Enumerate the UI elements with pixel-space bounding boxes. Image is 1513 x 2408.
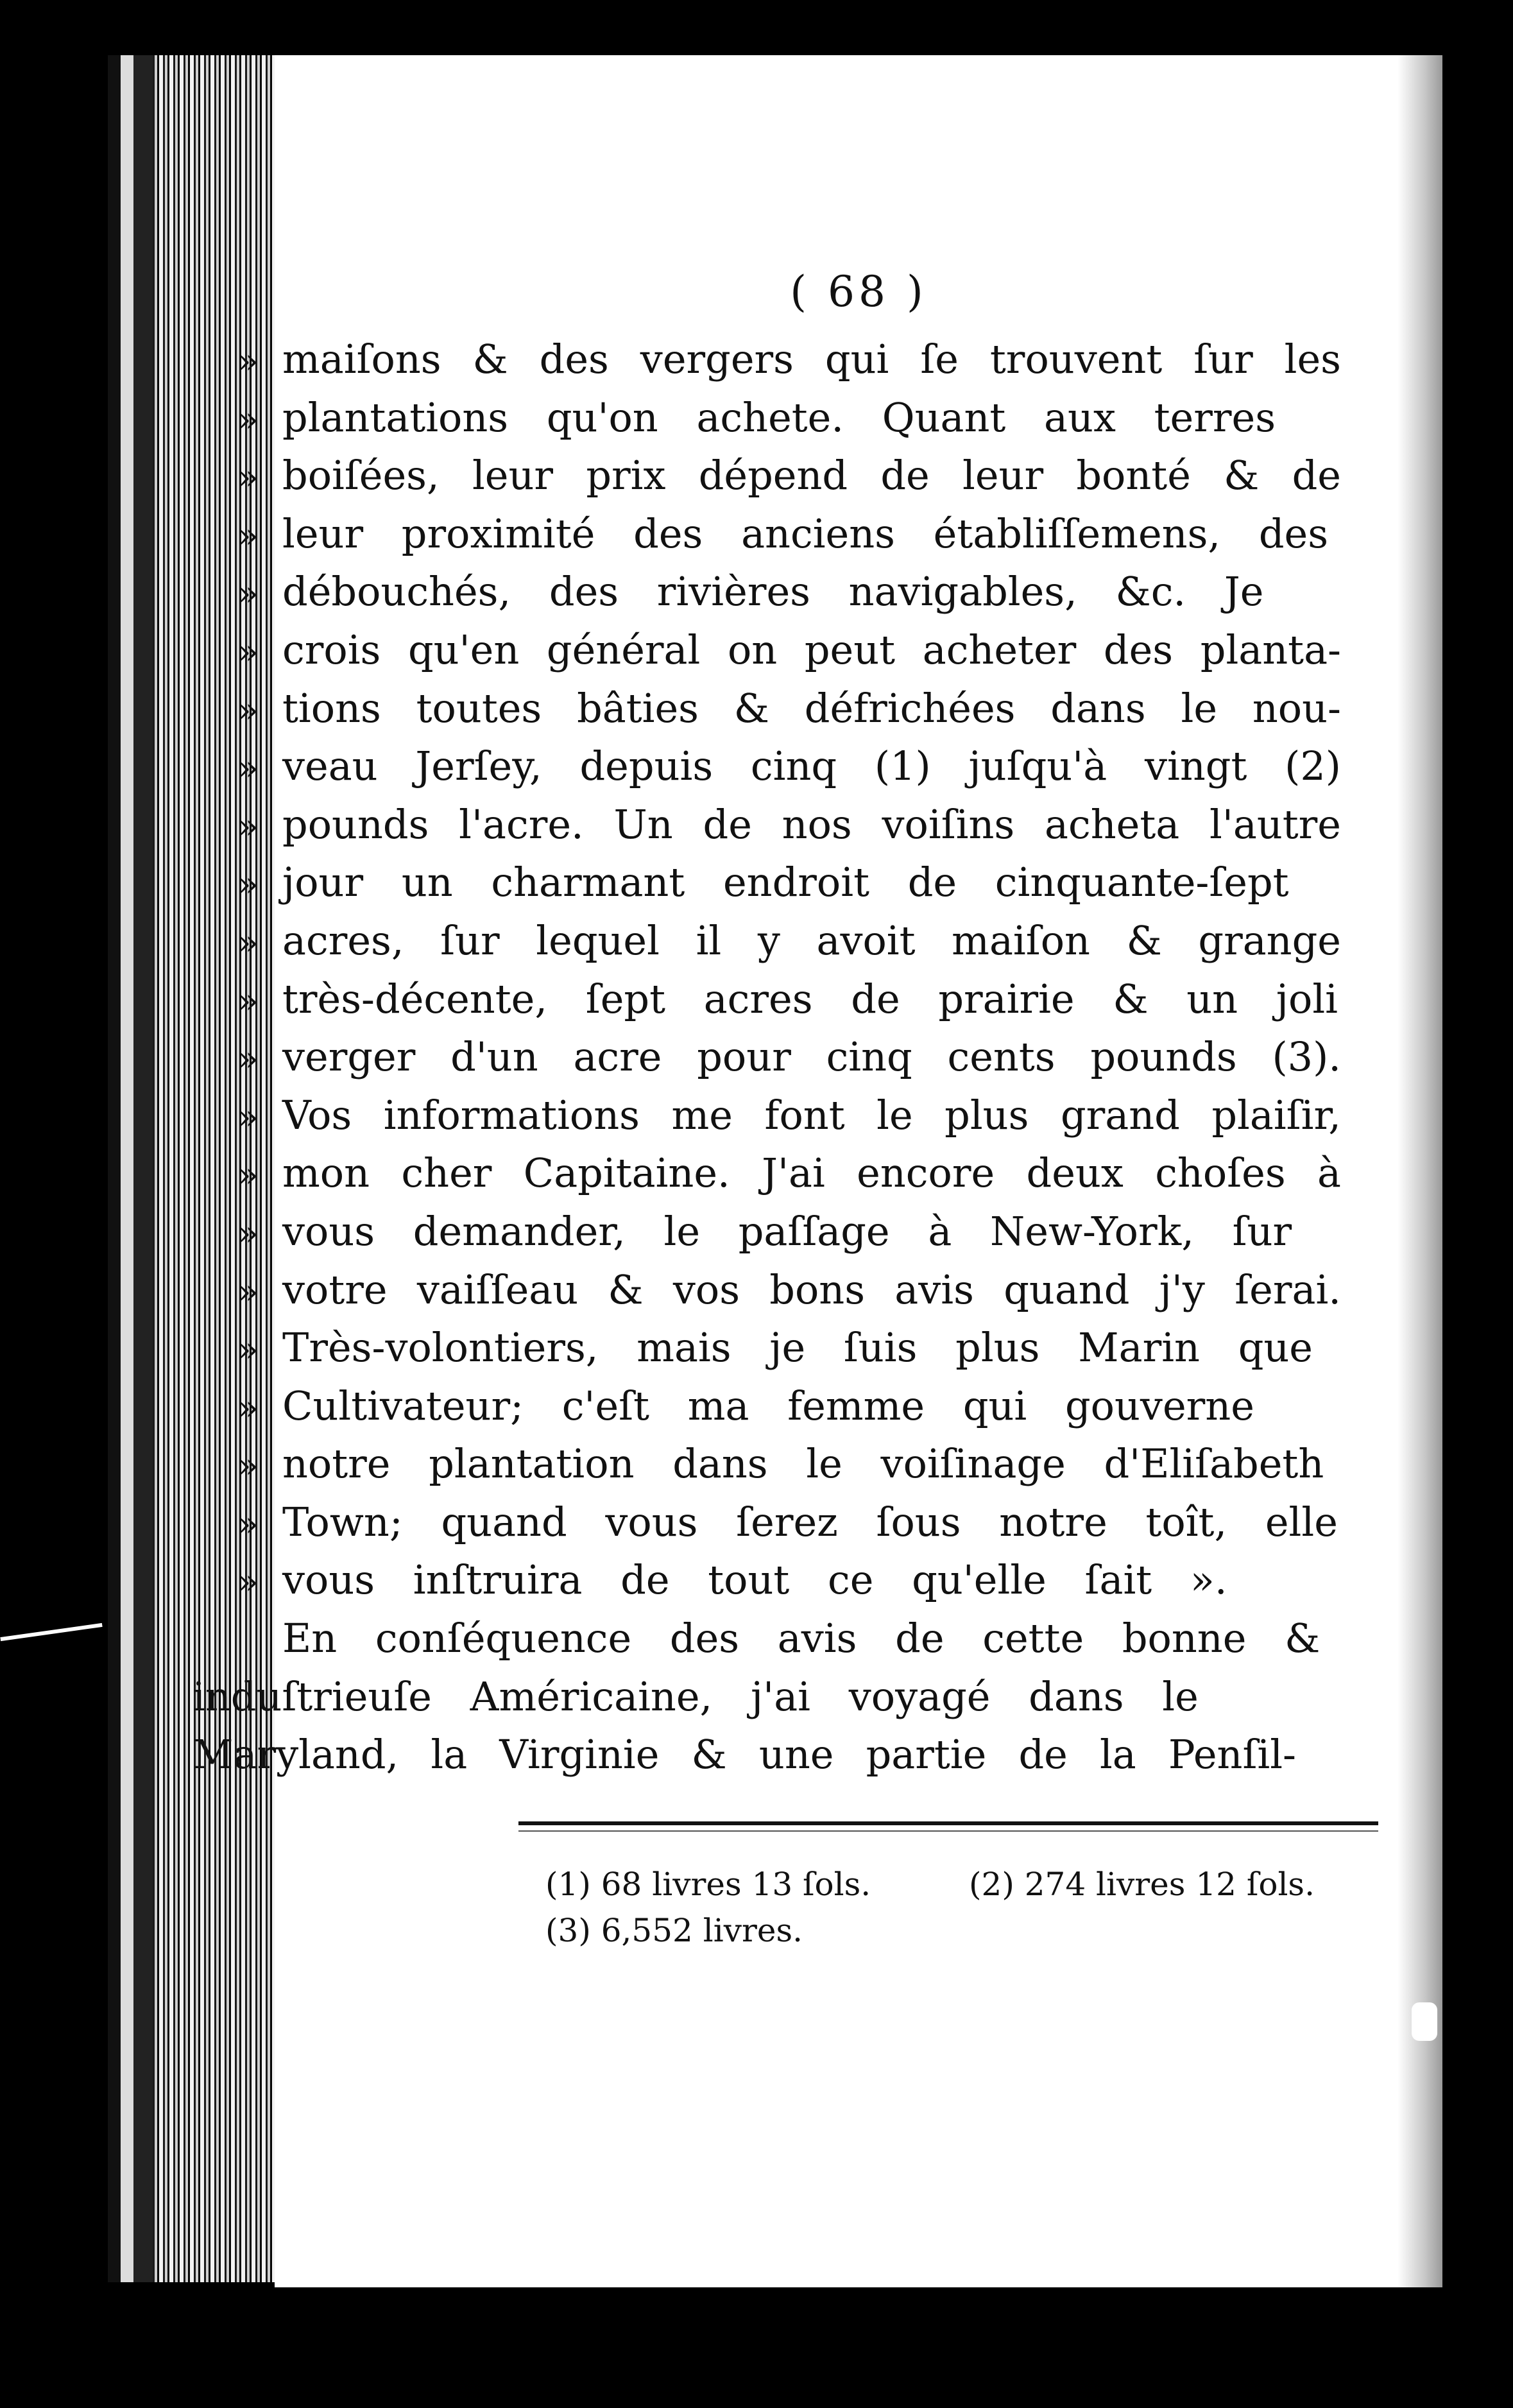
line-text: maiſons & des vergers qui ſe trouvent ſur les xyxy=(282,336,1341,383)
text-line xyxy=(237,796,1392,854)
line-text: jour un charmant endroit de cinquante-ſept xyxy=(282,859,1289,906)
quote-mark: » xyxy=(237,1561,259,1603)
quote-mark: » xyxy=(237,1503,259,1544)
line-text: En conſéquence des avis de cette bonne & xyxy=(282,1615,1321,1662)
line-text: Maryland, la Virginie & une partie de la Penſil- xyxy=(192,1731,1296,1778)
text-line xyxy=(237,1377,1392,1436)
line-text: boiſées, leur prix dépend de leur bonté & de xyxy=(282,452,1341,499)
quote-mark: » xyxy=(237,864,259,905)
quote-mark: » xyxy=(237,457,259,498)
quote-mark: » xyxy=(237,1212,259,1253)
quote-mark: » xyxy=(237,805,259,847)
text-line xyxy=(237,389,1392,447)
body-text xyxy=(192,331,1392,1784)
text-line xyxy=(237,970,1392,1029)
text-line xyxy=(237,737,1392,796)
line-text: plantations qu'on achete. Quant aux terres xyxy=(282,393,1276,441)
quote-mark: » xyxy=(237,515,259,556)
text-line xyxy=(237,563,1392,621)
quote-mark: » xyxy=(237,980,259,1021)
line-text: pounds l'acre. Un de nos voiſins acheta l'autre xyxy=(282,800,1341,848)
paragraph-line xyxy=(192,1726,1392,1784)
line-text: Très-volontiers, mais je ſuis plus Marin que xyxy=(282,1324,1313,1372)
quote-mark: » xyxy=(237,1038,259,1079)
text-line xyxy=(237,1144,1392,1203)
footnote-1: (1) 68 livres 13 ſols. xyxy=(545,1866,871,1903)
quote-mark: » xyxy=(237,399,259,440)
footnote-rule-thin xyxy=(518,1830,1378,1832)
page-number: ( 68 ) xyxy=(790,267,927,316)
paragraph-line xyxy=(237,1610,1392,1668)
quote-mark: » xyxy=(237,922,259,963)
line-text: induſtrieuſe Américaine, j'ai voyagé dans le xyxy=(192,1673,1199,1720)
text-line xyxy=(237,912,1392,970)
footnotes xyxy=(545,1861,1380,1954)
page-gutter-shadow xyxy=(1398,55,1442,2287)
text-line xyxy=(237,1028,1392,1087)
quote-mark: » xyxy=(237,1271,259,1312)
text-line xyxy=(237,1261,1392,1320)
line-text: vous demander, le paſſage à New-York, ſur xyxy=(282,1207,1292,1255)
line-text: vous inſtruira de tout ce qu'elle ſait ». xyxy=(282,1556,1227,1604)
line-text: mon cher Capitaine. J'ai encore deux choſes à xyxy=(282,1149,1341,1197)
line-text: veau Jerſey, depuis cinq (1) juſqu'à vingt (2) xyxy=(282,743,1341,790)
quote-mark: » xyxy=(237,1155,259,1196)
line-text: crois qu'en général on peut acheter des planta- xyxy=(282,626,1341,673)
footnote-2: (2) 274 livres 12 ſols. xyxy=(969,1866,1315,1903)
text-line xyxy=(237,1203,1392,1261)
text-line xyxy=(237,1319,1392,1377)
line-text: votre vaiſſeau & vos bons avis quand j'y ſerai. xyxy=(282,1266,1341,1313)
quote-mark: » xyxy=(237,341,259,381)
quote-mark: » xyxy=(237,1329,259,1370)
line-text: acres, ſur lequel il y avoit maiſon & grange xyxy=(282,916,1341,964)
quote-mark: » xyxy=(237,631,259,672)
line-text: verger d'un acre pour cinq cents pounds (3). xyxy=(282,1033,1341,1081)
quote-mark: » xyxy=(237,689,259,730)
text-line xyxy=(237,1551,1392,1610)
quote-mark: » xyxy=(237,1096,259,1137)
scan-artifact-line xyxy=(0,1623,102,1641)
text-line xyxy=(237,1087,1392,1145)
text-line xyxy=(237,505,1392,563)
line-text: Vos informations me font le plus grand plaiſir, xyxy=(282,1091,1341,1139)
footnote-row xyxy=(545,1861,1380,1907)
line-text: tions toutes bâties & défrichées dans le nou- xyxy=(282,684,1341,732)
line-text: débouchés, des rivières navigables, &c. Je xyxy=(282,568,1264,615)
text-line xyxy=(237,854,1392,912)
text-line xyxy=(237,331,1392,389)
text-line xyxy=(237,680,1392,738)
quote-mark: » xyxy=(237,1445,259,1486)
line-text: notre plantation dans le voiſinage d'Eliſabeth xyxy=(282,1440,1324,1488)
quote-mark: » xyxy=(237,748,259,789)
text-line xyxy=(237,1493,1392,1552)
scan-artifact-blob xyxy=(1412,2002,1437,2041)
footnote-row xyxy=(545,1907,1380,1954)
paragraph-line xyxy=(192,1668,1392,1726)
quote-mark: » xyxy=(237,1387,259,1428)
text-line xyxy=(237,1435,1392,1493)
book-spine-shadow xyxy=(108,55,153,2282)
text-line xyxy=(237,447,1392,505)
line-text: Cultivateur; c'eſt ma femme qui gouverne xyxy=(282,1382,1254,1429)
footnote-3: (3) 6,552 livres. xyxy=(545,1912,803,1949)
footnote-rule xyxy=(518,1821,1378,1825)
text-line xyxy=(237,621,1392,680)
line-text: très-décente, ſept acres de prairie & un joli xyxy=(282,975,1338,1022)
line-text: Town; quand vous ſerez ſous notre toît, elle xyxy=(282,1498,1338,1545)
quote-mark: » xyxy=(237,573,259,614)
line-text: leur proximité des anciens établiſſemens, des xyxy=(282,510,1329,557)
